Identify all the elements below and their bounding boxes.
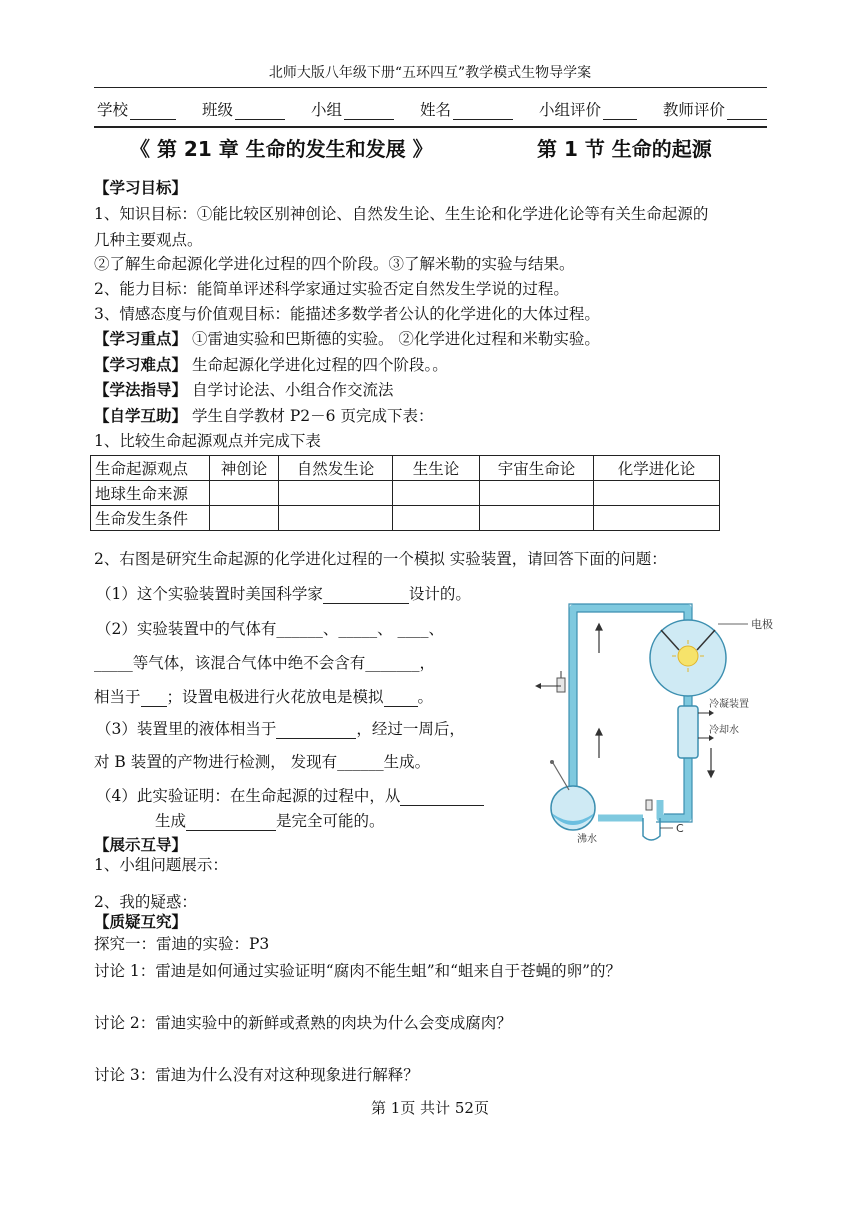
table-header-cell: 自然发生论 — [279, 456, 393, 481]
table-row — [91, 506, 720, 531]
focus-label: 【学习重点】 — [94, 330, 188, 348]
name-field[interactable]: 姓名 — [420, 98, 513, 120]
condenser — [678, 706, 698, 758]
focus-text: ①雷迪实验和巴斯德的实验。 ②化学进化过程和米勒实验。 — [187, 330, 600, 348]
table-intro: 1、比较生命起源观点并完成下表 — [94, 432, 321, 450]
question-2-part-2-end: 相当于 ；设置电极进行火花放电是模拟 。 — [94, 688, 434, 706]
focus-row — [94, 327, 600, 349]
answer-cell[interactable] — [210, 481, 279, 506]
explore-1: 探究一：雷迪的实验：P3 — [94, 935, 270, 953]
section-title: 第 1 节 生命的起源 — [537, 137, 712, 161]
answer-cell[interactable] — [480, 506, 594, 531]
answer-cell[interactable] — [393, 506, 480, 531]
miller-experiment-diagram — [533, 578, 785, 846]
condenser-label: 冷凝装置 — [709, 699, 749, 710]
objective-knowledge-2: ②了解生命起源化学进化过程的四个阶段。③了解米勒的实验与结果。 — [94, 255, 575, 273]
method-row — [94, 378, 393, 400]
self-study-label: 【自学互助】 — [94, 407, 188, 425]
question-2-part-2: （2）实验装置中的气体有______、_____、 ____、 — [96, 620, 445, 638]
table-row-label: 生命发生条件 — [91, 506, 210, 531]
table-header-row — [91, 456, 720, 481]
comparison-table — [90, 455, 720, 531]
chapter-title: 《 第 21 章 生命的发生和发展 》 — [130, 137, 433, 161]
objectives-heading: 【学习目标】 — [94, 179, 188, 197]
class-field[interactable]: 班级 — [202, 98, 285, 120]
method-text: 自学讨论法、小组合作交流法 — [187, 381, 394, 399]
question-2-part-3-cont: 对 B 装置的产物进行检测， 发现有______生成。 — [94, 753, 431, 771]
document-header: 北师大版八年级下册“五环四互”教学模式生物导学案 — [268, 65, 592, 81]
answer-cell[interactable] — [393, 481, 480, 506]
table-header-cell: 神创论 — [210, 456, 279, 481]
cooling-water-label: 冷却水 — [709, 725, 739, 736]
show-item-1: 1、小组问题展示： — [94, 856, 228, 874]
answer-blank[interactable] — [323, 587, 409, 604]
answer-blank[interactable] — [276, 722, 356, 739]
question-2-part-3: （3）装置里的液体相当于 ，经过一周后， — [96, 720, 465, 738]
student-info-row — [97, 98, 767, 120]
question-2-part-1: （1）这个实验装置时美国科学家 设计的。 — [96, 585, 471, 603]
table-header-cell: 生生论 — [393, 456, 480, 481]
difficulty-row — [94, 353, 448, 375]
trap-c-label: C — [676, 822, 684, 835]
self-study-text: 学生自学教材 P2－6 页完成下表： — [187, 407, 434, 425]
header-divider — [94, 87, 767, 88]
table-row-label: 地球生命来源 — [91, 481, 210, 506]
answer-blank[interactable] — [400, 789, 484, 806]
question-2-part-2-cont: _____等气体，该混合气体中绝不会含有_______， — [94, 654, 436, 672]
boiling-water-label: 沸水 — [577, 834, 597, 845]
table-header-cell: 宇宙生命论 — [480, 456, 594, 481]
group-evaluation-field[interactable]: 小组评价 — [539, 98, 637, 120]
show-heading: 【展示互导】 — [94, 836, 188, 854]
school-field[interactable]: 学校 — [97, 98, 176, 120]
page-footer: 第 1页 共计 52页 — [371, 1099, 489, 1117]
objective-knowledge: 1、知识目标：①能比较区别神创论、自然发生论、生生论和化学进化论等有关生命起源的 — [94, 205, 709, 223]
question-2-intro: 2、右图是研究生命起源的化学进化过程的一个模拟 实验装置，请回答下面的问题： — [94, 550, 667, 568]
method-label: 【学法指导】 — [94, 381, 188, 399]
electrode-label: 电极 — [751, 618, 773, 631]
answer-cell[interactable] — [480, 481, 594, 506]
teacher-evaluation-field[interactable]: 教师评价 — [663, 98, 767, 120]
inquiry-heading: 【质疑互究】 — [94, 913, 188, 931]
answer-blank[interactable] — [141, 690, 167, 707]
answer-cell[interactable] — [279, 506, 393, 531]
table-row — [91, 481, 720, 506]
objective-ability: 2、能力目标：能简单评述科学家通过实验否定自然发生学说的过程。 — [94, 280, 569, 298]
table-header-cell: 化学进化论 — [594, 456, 720, 481]
difficulty-label: 【学习难点】 — [94, 356, 188, 374]
discussion-2: 讨论 2：雷迪实验中的新鲜或煮熟的肉块为什么会变成腐肉？ — [94, 1014, 512, 1032]
self-study-row — [94, 404, 433, 426]
show-item-2: 2、我的疑惑： — [94, 893, 197, 911]
answer-cell[interactable] — [594, 506, 720, 531]
question-2-part-4-cont: 生成 是完全可能的。 — [155, 812, 385, 830]
group-field[interactable]: 小组 — [311, 98, 394, 120]
difficulty-text: 生命起源化学进化过程的四个阶段。。 — [187, 356, 448, 374]
discussion-1: 讨论 1：雷迪是如何通过实验证明“腐肉不能生蛆”和“蛆来自于苍蝇的卵”的？ — [94, 962, 621, 980]
answer-cell[interactable] — [594, 481, 720, 506]
objective-attitude: 3、情感态度与价值观目标：能描述多数学者公认的化学进化的大体过程。 — [94, 305, 600, 323]
answer-cell[interactable] — [210, 506, 279, 531]
answer-blank[interactable] — [384, 690, 418, 707]
info-divider — [94, 126, 767, 128]
objective-knowledge-cont: 几种主要观点。 — [94, 231, 203, 249]
discussion-3: 讨论 3：雷迪为什么没有对这种现象进行解释？ — [94, 1066, 419, 1084]
answer-blank[interactable] — [186, 814, 276, 831]
table-header-cell: 生命起源观点 — [91, 456, 210, 481]
answer-cell[interactable] — [279, 481, 393, 506]
question-2-part-4: （4）此实验证明：在生命起源的过程中，从 — [96, 784, 484, 806]
